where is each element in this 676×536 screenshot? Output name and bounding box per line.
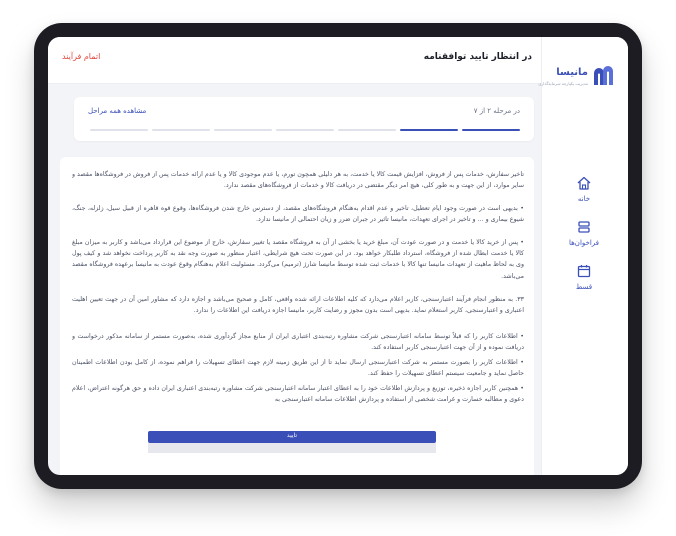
brand-tagline: مدیریت یکپارچه سرمایه‌گذاری [538, 81, 588, 86]
agreement-paragraph: • اطلاعات کاربر را که قبلاً توسط سامانه اعتبارسنجی شرکت مشاوره رتبه‌بندی اعتباری ایران از منابع مجاز گردآوری شده، به‌صورت مستمر از سامانه مذکور درخواست و دریافت نموده و از آن جهت اعتبارسنجی کاربر استفاده کند. [72, 333, 524, 352]
button-footer-strip [148, 443, 436, 453]
confirm-button-label: تایید [286, 432, 298, 439]
confirm-button[interactable] [148, 431, 436, 443]
end-process-link[interactable]: اتمام فرآیند [62, 52, 101, 61]
brand-name: مانیسا [556, 67, 588, 78]
calendar-icon [576, 263, 592, 279]
step-segment [90, 129, 148, 131]
sidebar-item-installment[interactable] [562, 263, 606, 291]
logo-mark-icon [592, 65, 614, 87]
sidebar-item-home[interactable] [562, 175, 606, 203]
agreement-paragraph: تاخیر سفارش، خدمات پس از فروش، افزایش قیمت کالا یا خدمت، به هر دلیلی همچون تورم، یا عدم موجودی کالا و یا عدم ارائه خدمات پس از فروش در فروشگاه‌ها مقصد و سایر موارد، از این جهت و به طور کلی، هیچ امر دیگر مقتضی در دریافت کالا و خدمات از فروشگاه‌های مقصد ندارد. [72, 171, 524, 190]
app-screen [48, 37, 628, 475]
agreement-paragraph: • همچنین کاربر اجازه ذخیره، توزیع و پردازش اطلاعات خود را به اعطای اعتبار سامانه اعتبارسنجی شرکت مشاوره رتبه‌بندی اعتباری ایران داده و حق هرگونه اعتراض، اعلام دعوی و مطالبه خسارت و غرامت شخصی از استفاده و پردازش اطلاعات سامانه اعتبارسنجی به [72, 385, 524, 404]
agreement-paragraph: • اطلاعات کاربر را بصورت مستمر به شرکت اعتبارسنجی ارسال نماید تا از این طریق زمینه لازم جهت اعطای تسهیلات را فراهم نموده، از کامل بودن اطلاعات اطمینان حاصل نماید و جامعیت سیستم اعطای تسهیلات را حفظ کند. [72, 359, 524, 378]
agreement-text-panel[interactable] [60, 157, 534, 475]
agreement-paragraph: • پس از خرید کالا یا خدمت و در صورت عودت آن، مبلغ خرید یا بخشی از آن به فروشگاه مقصد یا تغییر سفارش، خارج از موضوع این قرارداد می‌باشد و کاربر به میزان مبلغ کالا یا خدمت ابطال شده از فروشگاه، استرداد طلبکار خواهد بود. در این صورت تحت هیچ شرایطی، اعتبار منظور به صورت وجه نقد به کاربر پرداخت نخواهد شد و کیف پول وی به لحاظ ماهیت از تعهدات مانیسا تنها کالا با خدمات ثبت شده توسط مانیسا شارژ (ترمیم) می‌گردد. مسئولیت اعلام به‌هنگام وقوع عودت به مانیسا برعهده فروشگاه مقصد می‌باشد. [72, 239, 524, 280]
layers-icon [576, 219, 592, 235]
tablet-frame [34, 23, 642, 489]
agreement-paragraph: ۳۳. به منظور انجام فرآیند اعتبارسنجی، کاربر اعلام می‌دارد که کلیه اطلاعات ارائه شده واقعی، کامل و صحیح می‌باشد و اجازه دارد که مشاور امین آن در جهت تعیین اهلیت اعتباری و اعتبارسنجی، کاربر استعلام نماید. بدیهی است بدون مجوز و رضایت کاربر، مانیسا اجازه دریافت این اطلاعات را ندارد. [72, 296, 524, 315]
step-segment [152, 129, 210, 131]
sidebar-item-label: قسط [575, 283, 593, 291]
page-title: در انتظار تایید توافقنامه [423, 52, 532, 62]
sidebar-item-label: خانه [577, 195, 591, 203]
step-segment [400, 129, 458, 131]
brand-logo[interactable] [538, 63, 614, 93]
progress-stepper [74, 97, 534, 141]
step-segment [338, 129, 396, 131]
agreement-paragraph: • بدیهی است در صورت وجود ایام تعطیل، تاخیر و عدم اقدام به‌هنگام فروشگاه‌های مقصد، از دسترس خارج شدن فروشگاه‌ها، وقوع قوه قاهره از قبیل سیل، زلزله، جنگ، شیوع بیماری و ... و تاخیر در اجرای تعهدات، مانیسا تاثیر در جبران ضرر و زیان احتمالی از مانیسا ندارد. [72, 205, 524, 224]
home-icon [576, 175, 592, 191]
sidebar [538, 37, 628, 475]
view-all-steps-link[interactable]: مشاهده همه مراحل [88, 107, 147, 115]
step-counter: در مرحله ۲ از ۷ [473, 107, 520, 115]
sidebar-item-label: فراخوان‌ها [568, 239, 599, 247]
sidebar-item-calls[interactable] [562, 219, 606, 247]
step-segment [276, 129, 334, 131]
step-segment [214, 129, 272, 131]
step-segment [462, 129, 520, 131]
